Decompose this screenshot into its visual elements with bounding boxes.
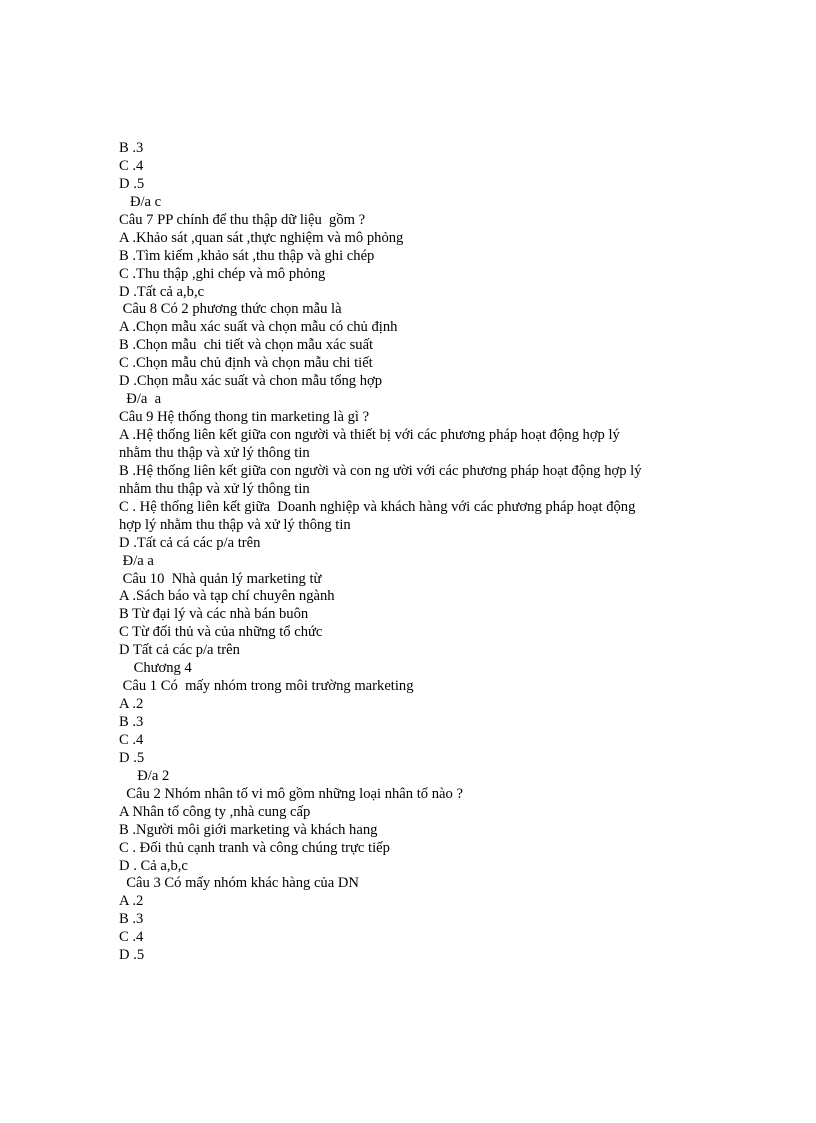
chapter-heading: Chương 4 [119, 660, 192, 677]
text-line: B .Người môi giới marketing và khách hang [119, 821, 378, 838]
question-line: Câu 2 Nhóm nhân tố vi mô gồm những loại nhân tố nào ? [119, 785, 463, 802]
text-line: C Từ đối thủ và của những tổ chức [119, 624, 323, 641]
text-line: A .Sách báo và tạp chí chuyên ngành [119, 588, 335, 605]
question-line: Câu 10 Nhà quản lý marketing từ [119, 570, 322, 587]
text-line: D .Chọn mẫu xác suất và chon mẫu tổng hợp [119, 373, 383, 390]
answer-line: Đ/a a [119, 391, 162, 408]
question-line: Câu 3 Có mấy nhóm khác hàng của DN [119, 875, 359, 892]
text-line: D Tất cả các p/a trên [119, 642, 240, 659]
text-line: C .4 [119, 929, 144, 946]
text-line: D .Tất cả cá các p/a trên [119, 534, 261, 551]
text-line: B .Chọn mẫu chi tiết và chọn mẫu xác suất [119, 337, 374, 354]
answer-line: Đ/a c [119, 193, 162, 210]
text-line: D .5 [119, 175, 145, 192]
answer-line: Đ/a a [119, 552, 154, 569]
text-line: D .5 [119, 947, 145, 964]
question-line: Câu 9 Hệ thống thong tin marketing là gì ? [119, 409, 370, 426]
question-line: Câu 1 Có mấy nhóm trong môi trường marketing [119, 678, 414, 695]
text-line: A .Chọn mẫu xác suất và chọn mẫu có chủ định [119, 319, 398, 336]
text-line: C . Hệ thống liên kết giữa Doanh nghiệp và khách hàng với các phương pháp hoạt động [119, 498, 636, 515]
text-line: nhằm thu thập và xử lý thông tin [119, 444, 310, 461]
text-line: C . Đối thủ cạnh tranh và công chúng trực tiếp [119, 839, 390, 856]
text-line: A .2 [119, 893, 144, 910]
text-line: B .3 [119, 140, 144, 156]
text-line: C .Thu thập ,ghi chép và mô phỏng [119, 265, 326, 282]
text-line: A .2 [119, 696, 144, 713]
text-line: C .Chọn mẫu chủ định và chọn mẫu chi tiết [119, 355, 373, 372]
text-line: A .Khảo sát ,quan sát ,thực nghiệm và mô phỏng [119, 229, 404, 246]
text-line: hợp lý nhằm thu thập và xử lý thông tin [119, 516, 351, 533]
text-line: nhằm thu thập và xử lý thông tin [119, 480, 310, 497]
text-line: C .4 [119, 157, 144, 174]
question-line: Câu 8 Có 2 phương thức chọn mẫu là [119, 301, 342, 318]
answer-line: Đ/a 2 [119, 767, 170, 784]
document-body [119, 140, 719, 965]
text-line: B .3 [119, 714, 144, 730]
text-line: B Từ đại lý và các nhà bán buôn [119, 606, 309, 623]
text-line: A Nhân tố công ty ,nhà cung cấp [119, 803, 311, 820]
text-line: A .Hệ thống liên kết giữa con người và thiết bị với các phương pháp hoạt động hợp lý [119, 427, 620, 443]
text-line: D . Cả a,b,c [119, 857, 188, 874]
text-line: D .5 [119, 749, 145, 766]
question-line: Câu 7 PP chính để thu thập dữ liệu gồm ? [119, 211, 366, 228]
text-line: B .Tìm kiếm ,khảo sát ,thu thập và ghi chép [119, 247, 375, 264]
text-line: B .Hệ thống liên kết giữa con người và con ng ười với các phương pháp hoạt động hợp lý [119, 462, 642, 479]
text-line: B .3 [119, 911, 144, 928]
text-line: C .4 [119, 731, 144, 748]
text-line: D .Tất cả a,b,c [119, 283, 205, 300]
